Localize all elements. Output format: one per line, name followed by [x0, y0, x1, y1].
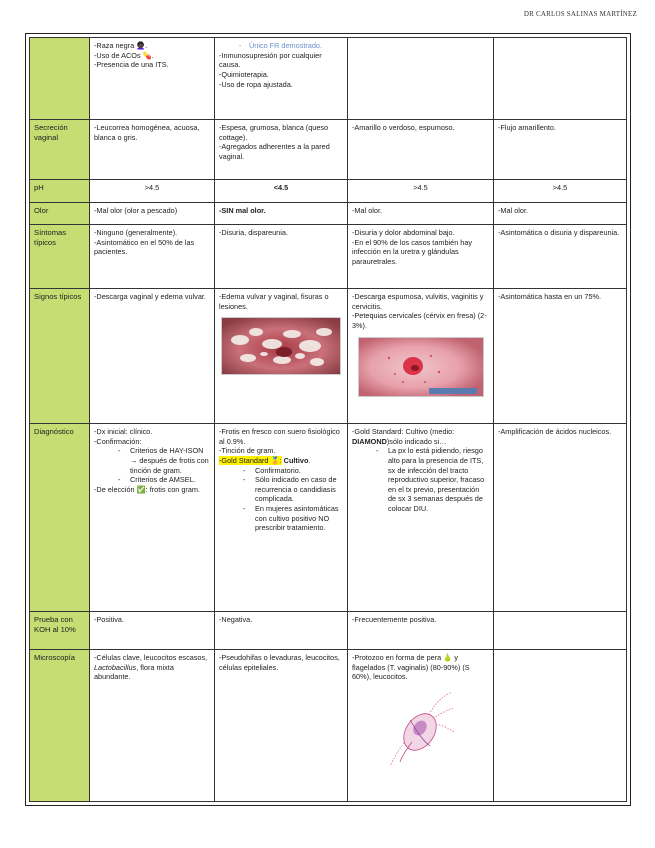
cell-secrecion-vaginosis: -Leucorrea homogénea, acuosa, blanca o gris. [90, 120, 215, 180]
cell-microscopia-vaginosis: -Células clave, leucocitos escasos, Lactobacillus, flora mixta abundante. [90, 650, 215, 802]
cell-sintomas-candidiasis: -Disuria, dispareunia. [215, 225, 348, 289]
cell-olor-cervicitis: -Mal olor. [494, 203, 627, 225]
gold-standard-highlight: -Gold Standard 🏅: [219, 455, 282, 465]
cell-ph-cervicitis: >4.5 [494, 180, 627, 203]
vaginitis-comparison-table [29, 37, 627, 802]
row-label-empty [30, 38, 90, 120]
cell-koh-cervicitis [494, 612, 627, 650]
cell-signos-candidiasis: -Edema vulvar y vaginal, fisuras o lesiones. [215, 289, 348, 424]
table-row [30, 120, 627, 180]
cell-secrecion-cervicitis: -Flujo amarillento. [494, 120, 627, 180]
cell-koh-vaginosis: -Positiva. [90, 612, 215, 650]
row-label-ph: pH [30, 180, 90, 203]
cell-koh-candidiasis: -Negativa. [215, 612, 348, 650]
cell-riesgo-tricomoniasis [348, 38, 494, 120]
vulvovaginal-candidiasis-photo [221, 317, 341, 375]
row-label-secrecion: Secreción vaginal [30, 120, 90, 180]
row-label-sintomas: Síntomas típicos [30, 225, 90, 289]
comparison-table-frame [25, 33, 631, 806]
cell-olor-tricomoniasis: -Mal olor. [348, 203, 494, 225]
cell-microscopia-cervicitis [494, 650, 627, 802]
cell-sintomas-tricomoniasis: -Disuria y dolor abdominal bajo. -En el 90% de los casos también hay infección en la uretra y glándulas parauretrales. [348, 225, 494, 289]
cell-diagnostico-vaginosis: -Dx inicial: clínico. -Confirmación: - Criterios de HAY-ISON → después de frotis con tinción de gram. - Criterios de AMSEL. -De elección ✅: frotis con gram. [90, 424, 215, 612]
table-row [30, 289, 627, 424]
row-label-signos: Signos típicos [30, 289, 90, 424]
cell-secrecion-candidiasis: -Espesa, grumosa, blanca (queso cottage). -Agregados adherentes a la pared vaginal. [215, 120, 348, 180]
table-row [30, 38, 627, 120]
cell-sintomas-vaginosis: -Ninguno (generalmente). -Asintomático en el 50% de las pacientes. [90, 225, 215, 289]
page-header-author: DR CARLOS SALINAS MARTÍNEZ [523, 10, 637, 18]
cell-secrecion-tricomoniasis: -Amarillo o verdoso, espumoso. [348, 120, 494, 180]
cell-olor-vaginosis: -Mal olor (olor a pescado) [90, 203, 215, 225]
row-label-olor: Olor [30, 203, 90, 225]
cell-ph-candidiasis: <4.5 [215, 180, 348, 203]
cell-koh-tricomoniasis: -Frecuentemente positiva. [348, 612, 494, 650]
cell-ph-vaginosis: >4.5 [90, 180, 215, 203]
table-row [30, 203, 627, 225]
cell-riesgo-vaginosis: -Raza negra 👩🏿‍🦱. -Uso de ACOs 💊. -Presencia de una ITS. [90, 38, 215, 120]
cell-riesgo-cervicitis [494, 38, 627, 120]
cell-diagnostico-cervicitis: -Amplificación de ácidos nucleicos. [494, 424, 627, 612]
cell-ph-tricomoniasis: >4.5 [348, 180, 494, 203]
cell-signos-tricomoniasis: -Descarga espumosa, vulvitis, vaginitis y cervicitis. -Petequias cervicales (cérvix en fresa) (2-3%). [348, 289, 494, 424]
cell-sintomas-cervicitis: -Asintomática o disuria y dispareunia. [494, 225, 627, 289]
strawberry-cervix-photo [358, 337, 484, 397]
table-row [30, 225, 627, 289]
cell-signos-cervicitis: -Asintomática hasta en un 75%. [494, 289, 627, 424]
cell-microscopia-candidiasis: -Pseudohifas o levaduras, leucocitos, células epiteliales. [215, 650, 348, 802]
cell-olor-candidiasis: -SIN mal olor. [215, 203, 348, 225]
row-label-diagnostico: Diagnóstico [30, 424, 90, 612]
table-row [30, 180, 627, 203]
row-label-microscopia: Microscopía [30, 650, 90, 802]
cell-signos-vaginosis: -Descarga vaginal y edema vulvar. [90, 289, 215, 424]
cell-riesgo-candidiasis: - Único FR demostrado. -Inmunosupresión por cualquier causa. -Quimioterapia. -Uso de ropa ajustada. [215, 38, 348, 120]
table-row [30, 612, 627, 650]
trichomonas-drawing [386, 690, 456, 768]
row-label-koh: Prueba con KOH al 10% [30, 612, 90, 650]
cell-diagnostico-candidiasis: -Frotis en fresco con suero fisiológico al 0.9%. -Tinción de gram. -Gold Standard 🏅: Cultivo. - Confirmatorio. - Sólo indicado en caso de recurrencia o candidiasis complicada. - En mujeres asintomáticas con cultivo positivo NO prescribir tratamiento. [215, 424, 348, 612]
table-row [30, 424, 627, 612]
cell-diagnostico-tricomoniasis: -Gold Standard: Cultivo (medio: DIAMOND)sólo indicado si… - La px lo está pidiendo, riesgo alto para la presencia de ITS, sx de infección del tracto reproductivo superior, fracaso en el tx previo, presentación de sx 3 semanas después de colocar DIU. [348, 424, 494, 612]
table-row [30, 650, 627, 802]
cell-microscopia-tricomoniasis: -Protozoo en forma de pera 🍐 y flagelados (T. vaginalis) (80-90%) (S 60%), leucocitos. [348, 650, 494, 802]
